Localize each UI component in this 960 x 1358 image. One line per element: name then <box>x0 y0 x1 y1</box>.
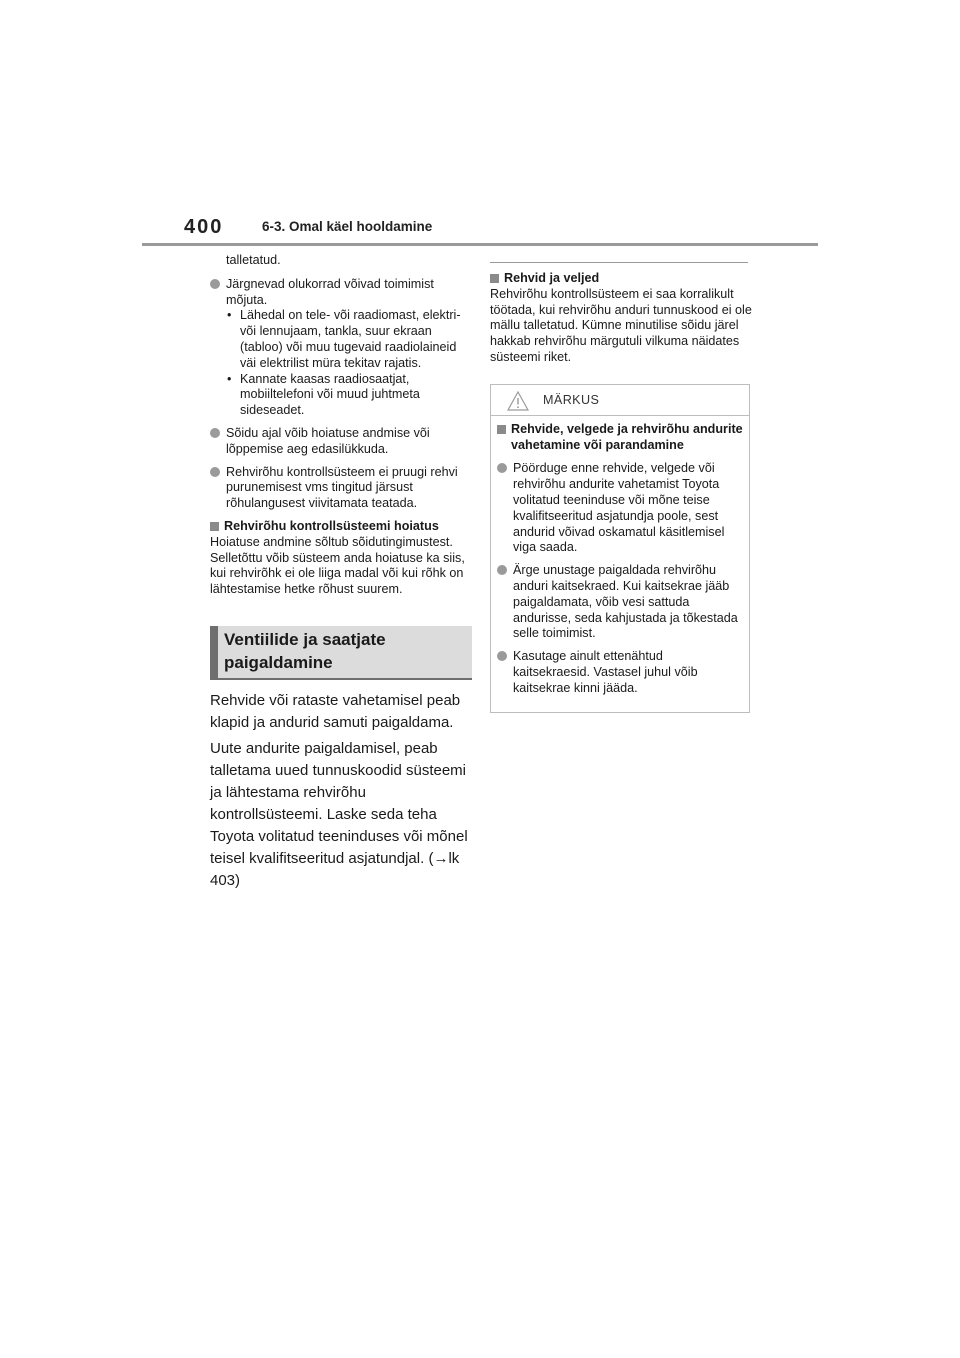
bullet-dot-icon <box>210 428 220 438</box>
divider <box>490 262 748 263</box>
bullet-dot-icon <box>210 467 220 477</box>
list-item <box>210 465 472 512</box>
sub-text: Kannate kaasas raadiosaatjat, mobiiltelefoni või muud juhtmeta sideseadet. <box>240 371 420 418</box>
list-item <box>497 461 743 556</box>
page-number: 400 <box>184 216 224 238</box>
section-heading-line: Ventiilide ja saatjate <box>224 629 386 649</box>
subheading <box>490 271 752 287</box>
notice-header <box>491 385 749 416</box>
bullet-dot-icon <box>497 651 507 661</box>
bullet-text: Järgnevad olukorrad võivad toimimist mõjuta. <box>226 276 434 307</box>
notice-label: MÄRKUS <box>543 392 600 407</box>
bullet-dot-icon <box>497 565 507 575</box>
bullet-text: Kasutage ainult ettenähtud kaitsekraesid. Vastasel juhul võib kaitsekrae kinni jääda. <box>513 649 698 695</box>
right-column <box>490 262 752 713</box>
square-bullet-icon <box>497 425 506 434</box>
subheading-text: Rehvirõhu kontrollsüsteemi hoiatus <box>224 518 439 533</box>
list-item <box>497 649 743 696</box>
paragraph: Rehvirõhu kontrollsüsteem ei saa korralikult töötada, kui rehvirõhu anduri tunnuskood ei ole mällu talletatud. Kümne minutilise sõidu järel hakkab rehvirõhu märgutuli vilkuma näidates süsteemi riket. <box>490 286 752 364</box>
notice-box <box>490 384 750 713</box>
sub-text: Lähedal on tele- või raadiomast, elektri- või lennujaam, tankla, suur ekraan (tabloo) või muu tugevaid raadiolaineid väi elektrilist müra tekitav rajatis. <box>240 308 461 370</box>
bullet-text: Pöörduge enne rehvide, velgede või rehvirõhu andurite vahetamist Toyota volitatud teeninduse või mõne teise kvalifitseeritud asjatundja poole, sest andurid võivad oskamatul käsitlemisel viga saada. <box>513 461 725 555</box>
page-header <box>184 216 820 246</box>
continued-text: talletatud. <box>226 253 281 267</box>
sub-bullet-icon: • <box>227 371 232 386</box>
section-heading-bar <box>210 626 218 678</box>
warning-icon <box>507 391 529 411</box>
sub-bullet-icon: • <box>227 308 232 323</box>
bullet-text: Ärge unustage paigaldada rehvirõhu anduri kaitsekraed. Kui kaitsekrae jääb paigaldamata, võib vesi sattuda andurisse, seda kahjustada ja tõkestada selle toimimist. <box>513 563 738 641</box>
bullet-text: Sõidu ajal võib hoiatuse andmise või lõppemise aeg edasilükkuda. <box>226 425 430 456</box>
list-item <box>210 277 472 419</box>
square-bullet-icon <box>490 274 499 283</box>
list-item <box>497 563 743 642</box>
header-rule <box>142 243 818 246</box>
bullet-dot-icon <box>497 463 507 473</box>
body-paragraph: Uute andurite paigaldamisel, peab talletama uued tunnuskoodid süsteemi ja lähtestama rehvirõhu kontrollsüsteemi. Laske seda teha Toyota volitatud teeninduses või mõnel teisel kvalifitseeritud asjatundjal. (→lk 403) <box>210 739 468 889</box>
body-paragraph: Rehvide või rataste vahetamisel peab klapid ja andurid samuti paigaldama. <box>210 691 461 731</box>
section-heading <box>210 626 472 680</box>
left-column <box>210 253 472 892</box>
bullet-text: Rehvirõhu kontrollsüsteem ei pruugi rehvi purunemisest vms tingitud järsust rõhulangusest viivitamata teatada. <box>226 464 458 511</box>
sub-item <box>210 308 472 371</box>
section-heading-title <box>224 628 386 674</box>
sub-item <box>210 372 472 419</box>
subheading-text: Rehvid ja veljed <box>504 271 600 285</box>
subheading <box>497 422 743 454</box>
notice-body <box>491 416 749 697</box>
subheading <box>210 519 472 535</box>
section-title: 6-3. Omal käel hooldamine <box>262 219 433 234</box>
bullet-dot-icon <box>210 279 220 289</box>
square-bullet-icon <box>210 522 219 531</box>
subheading-text: Rehvide, velgede ja rehvirõhu andurite vahetamine või parandamine <box>511 421 743 452</box>
section-heading-line: paigaldamine <box>224 652 333 672</box>
list-item <box>210 426 472 458</box>
paragraph: Hoiatuse andmine sõltub sõidutingimustest. Selletõttu võib süsteem anda hoiatuse ka siis, kui rehvirõhk ei ole liiga madal või kui rõhk on lähtestamise hetke rõhust suurem. <box>210 534 465 597</box>
